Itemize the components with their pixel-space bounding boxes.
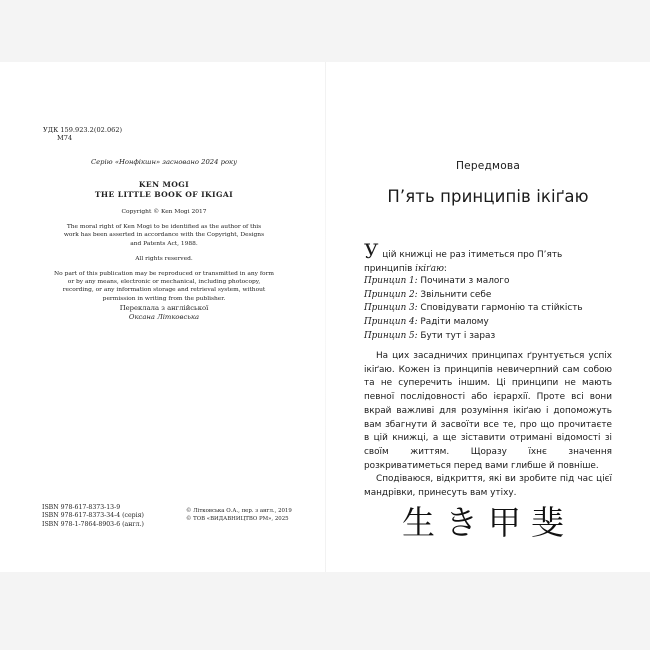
intro-paragraph xyxy=(364,239,612,276)
chapter-title: П’ять принципів ікіґаю xyxy=(387,187,589,206)
udk-number: УДК 159.923.2(02.062) xyxy=(43,126,123,134)
principle-text: Починати з малого xyxy=(417,276,510,286)
rights-reserved: All rights reserved. xyxy=(135,255,193,262)
body-text xyxy=(364,350,612,501)
principle-item xyxy=(364,289,612,303)
principle-label: Принцип 5: xyxy=(364,330,418,341)
principle-item xyxy=(364,302,612,316)
intro-italic: ікіґаю xyxy=(415,263,444,274)
publisher-copyright: © ТОВ «ВИДАВНИЦТВО РМ», 2025 xyxy=(186,515,289,522)
intro-end: : xyxy=(443,263,447,274)
principles-list xyxy=(364,275,612,344)
paragraph: Сподіваюся, відкриття, які ви зробите під час цієї мандрівки, принесуть вам утіху. xyxy=(364,474,612,499)
series-note: Серію «Нонфікшн» засновано 2024 року xyxy=(90,158,238,166)
ikigai-kanji: 生き甲斐 xyxy=(402,503,574,542)
principle-label: Принцип 3: xyxy=(364,303,418,314)
intro-text: цій книжці не раз ітиметься про П’ять принципів xyxy=(364,250,563,274)
paragraph: На цих засадничих принципах ґрунтується успіх ікіґаю. Кожен із принципів невичерпний сам собою та не суперечить іншим. Ці принципи не мають певної послідовності або ієрархії. Проте всі вони вкрай важливі для розуміння ікіґаю і допоможуть вам збагнути й засвоїти все те, про що прочитаєте в цій книжці, а ще зіставити отримані відомості зі своїм життям. Щоразу їхнє значення розкриватиметься перед вами глибше й повніше. xyxy=(364,351,612,471)
reproduction-notice: No part of this publication may be reproduced or transmitted in any form or by any means, electronic or mechanical, including photocopy, recording, or any information storage and retrieval system, without permission in writing from the publisher. xyxy=(54,271,274,302)
section-kicker: Передмова xyxy=(455,160,521,172)
udk-code: М74 xyxy=(57,134,73,142)
original-author: KEN MOGI xyxy=(138,180,190,189)
original-title: THE LITTLE BOOK OF IKIGAI xyxy=(94,190,234,199)
udk-block xyxy=(43,126,122,142)
isbn-line: ISBN 978-1-7864-8903-6 (англ.) xyxy=(42,520,144,528)
publisher-copyright-block xyxy=(186,508,292,523)
isbn-line: ISBN 978-617-8373-13-9 xyxy=(42,504,121,511)
isbn-line: ISBN 978-617-8373-34-4 (серія) xyxy=(42,512,144,520)
legal-notice xyxy=(34,208,294,310)
translation-copyright: © Літковська О.А., пер. з англ., 2019 xyxy=(186,508,292,514)
foreword-page xyxy=(326,62,650,572)
copyright-line: Copyright © Ken Mogi 2017 xyxy=(121,209,207,215)
principle-text: Бути тут і зараз xyxy=(417,330,496,341)
principle-text: Звільнити себе xyxy=(417,289,492,300)
principle-label: Принцип 1: xyxy=(364,276,418,286)
isbn-block xyxy=(42,504,144,529)
translator-credit xyxy=(34,304,294,322)
principle-label: Принцип 2: xyxy=(364,289,418,300)
principle-item xyxy=(364,316,612,330)
translator-name: Оксана Літковська xyxy=(128,313,200,321)
principle-item xyxy=(364,275,612,289)
translator-label: Переклала з англійської xyxy=(119,304,209,312)
book-spread xyxy=(0,62,650,572)
principle-text: Сповідувати гармонію та стійкість xyxy=(417,303,583,314)
copyright-page xyxy=(0,62,325,572)
principle-item xyxy=(364,330,612,344)
principle-text: Радіти малому xyxy=(417,317,489,328)
drop-cap: У xyxy=(364,239,379,263)
moral-right-notice: The moral right of Ken Mogi to be identified as the author of this work has been asserted in accordance with the Copyright, Designs and Patents Act, 1988. xyxy=(63,224,265,247)
principle-label: Принцип 4: xyxy=(364,317,418,328)
